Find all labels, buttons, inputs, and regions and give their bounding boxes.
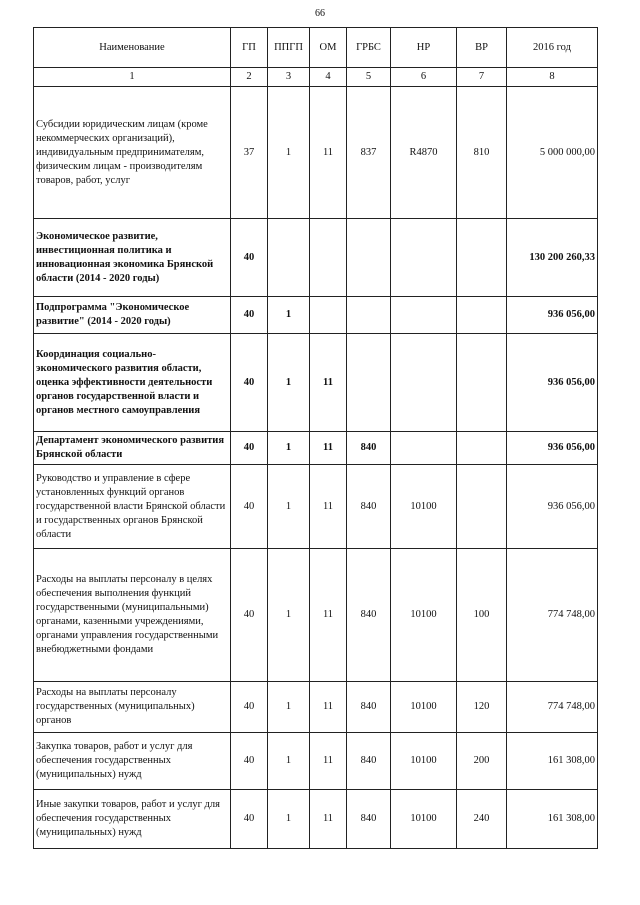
table-row [34, 432, 598, 465]
om-cell [310, 297, 347, 334]
gp-cell: 40 [231, 432, 268, 465]
table-body [34, 87, 598, 849]
om-cell: 11 [310, 87, 347, 219]
name-cell: Субсидии юридическим лицам (кроме некоммерческих организаций), индивидуальным предпринимателям, физическим лицам - производителям товаров, работ, услуг [34, 87, 231, 219]
ppgp-cell: 1 [268, 334, 310, 432]
ppgp-cell: 1 [268, 790, 310, 849]
grbs-cell: 840 [347, 465, 391, 549]
om-cell: 11 [310, 465, 347, 549]
table-row [34, 219, 598, 297]
column-number-row [34, 68, 598, 87]
gp-cell: 40 [231, 790, 268, 849]
om-cell: 11 [310, 682, 347, 733]
gp-cell: 40 [231, 334, 268, 432]
nr-cell [391, 432, 457, 465]
header-cell: ВР [457, 28, 507, 68]
name-cell: Координация социально-экономического развития области, оценка эффективности деятельности органов государственной власти и органов местного самоуправления [34, 334, 231, 432]
ppgp-cell: 1 [268, 465, 310, 549]
om-cell: 11 [310, 432, 347, 465]
table-row [34, 334, 598, 432]
ppgp-cell: 1 [268, 432, 310, 465]
nr-cell: 10100 [391, 682, 457, 733]
amount-cell: 161 308,00 [507, 733, 598, 790]
amount-cell: 936 056,00 [507, 432, 598, 465]
name-cell: Закупка товаров, работ и услуг для обеспечения государственных (муниципальных) нужд [34, 733, 231, 790]
om-cell: 11 [310, 790, 347, 849]
amount-cell: 936 056,00 [507, 297, 598, 334]
vr-cell: 240 [457, 790, 507, 849]
nr-cell: 10100 [391, 549, 457, 682]
nr-cell [391, 219, 457, 297]
column-number-cell: 2 [231, 68, 268, 87]
ppgp-cell: 1 [268, 682, 310, 733]
vr-cell: 100 [457, 549, 507, 682]
name-cell: Иные закупки товаров, работ и услуг для обеспечения государственных (муниципальных) нужд [34, 790, 231, 849]
om-cell: 11 [310, 733, 347, 790]
grbs-cell: 840 [347, 733, 391, 790]
vr-cell: 200 [457, 733, 507, 790]
table-row [34, 733, 598, 790]
grbs-cell: 837 [347, 87, 391, 219]
header-cell: ППГП [268, 28, 310, 68]
header-cell: НР [391, 28, 457, 68]
nr-cell [391, 297, 457, 334]
grbs-cell [347, 297, 391, 334]
om-cell: 11 [310, 549, 347, 682]
amount-cell: 5 000 000,00 [507, 87, 598, 219]
name-cell: Расходы на выплаты персоналу в целях обеспечения выполнения функций государственными (муниципальными) органами, казенными учреждениями, органами управления государственными внебюджетными фондами [34, 549, 231, 682]
vr-cell: 810 [457, 87, 507, 219]
om-cell [310, 219, 347, 297]
name-cell: Департамент экономического развития Брянской области [34, 432, 231, 465]
column-number-cell: 3 [268, 68, 310, 87]
name-cell: Расходы на выплаты персоналу государственных (муниципальных) органов [34, 682, 231, 733]
gp-cell: 40 [231, 733, 268, 790]
column-number-cell: 7 [457, 68, 507, 87]
grbs-cell: 840 [347, 549, 391, 682]
gp-cell: 40 [231, 219, 268, 297]
table-row [34, 87, 598, 219]
header-cell: ГП [231, 28, 268, 68]
vr-cell [457, 219, 507, 297]
gp-cell: 40 [231, 465, 268, 549]
om-cell: 11 [310, 334, 347, 432]
column-number-cell: 5 [347, 68, 391, 87]
amount-cell: 936 056,00 [507, 334, 598, 432]
amount-cell: 774 748,00 [507, 682, 598, 733]
amount-cell: 161 308,00 [507, 790, 598, 849]
ppgp-cell [268, 219, 310, 297]
name-cell: Подпрограмма "Экономическое развитие" (2014 - 2020 годы) [34, 297, 231, 334]
table-row [34, 297, 598, 334]
header-cell: ГРБС [347, 28, 391, 68]
nr-cell [391, 334, 457, 432]
gp-cell: 37 [231, 87, 268, 219]
name-cell: Руководство и управление в сфере установленных функций органов государственной власти Брянской области и государственных органов Брянской области [34, 465, 231, 549]
grbs-cell: 840 [347, 432, 391, 465]
table-row [34, 682, 598, 733]
grbs-cell [347, 219, 391, 297]
amount-cell: 130 200 260,33 [507, 219, 598, 297]
grbs-cell [347, 334, 391, 432]
header-cell: ОМ [310, 28, 347, 68]
gp-cell: 40 [231, 549, 268, 682]
amount-cell: 936 056,00 [507, 465, 598, 549]
vr-cell [457, 297, 507, 334]
table-row [34, 790, 598, 849]
nr-cell: 10100 [391, 790, 457, 849]
vr-cell [457, 465, 507, 549]
gp-cell: 40 [231, 297, 268, 334]
table-row [34, 549, 598, 682]
budget-table [33, 27, 598, 849]
table-row [34, 465, 598, 549]
column-number-cell: 4 [310, 68, 347, 87]
ppgp-cell: 1 [268, 297, 310, 334]
ppgp-cell: 1 [268, 87, 310, 219]
header-row [34, 28, 598, 68]
nr-cell: 10100 [391, 733, 457, 790]
nr-cell: R4870 [391, 87, 457, 219]
vr-cell [457, 334, 507, 432]
header-cell: Наименование [34, 28, 231, 68]
page-number: 66 [315, 8, 325, 19]
column-number-cell: 8 [507, 68, 598, 87]
name-cell: Экономическое развитие, инвестиционная политика и инновационная экономика Брянской области (2014 - 2020 годы) [34, 219, 231, 297]
grbs-cell: 840 [347, 790, 391, 849]
gp-cell: 40 [231, 682, 268, 733]
amount-cell: 774 748,00 [507, 549, 598, 682]
grbs-cell: 840 [347, 682, 391, 733]
header-cell: 2016 год [507, 28, 598, 68]
vr-cell: 120 [457, 682, 507, 733]
vr-cell [457, 432, 507, 465]
nr-cell: 10100 [391, 465, 457, 549]
ppgp-cell: 1 [268, 549, 310, 682]
ppgp-cell: 1 [268, 733, 310, 790]
column-number-cell: 1 [34, 68, 231, 87]
column-number-cell: 6 [391, 68, 457, 87]
